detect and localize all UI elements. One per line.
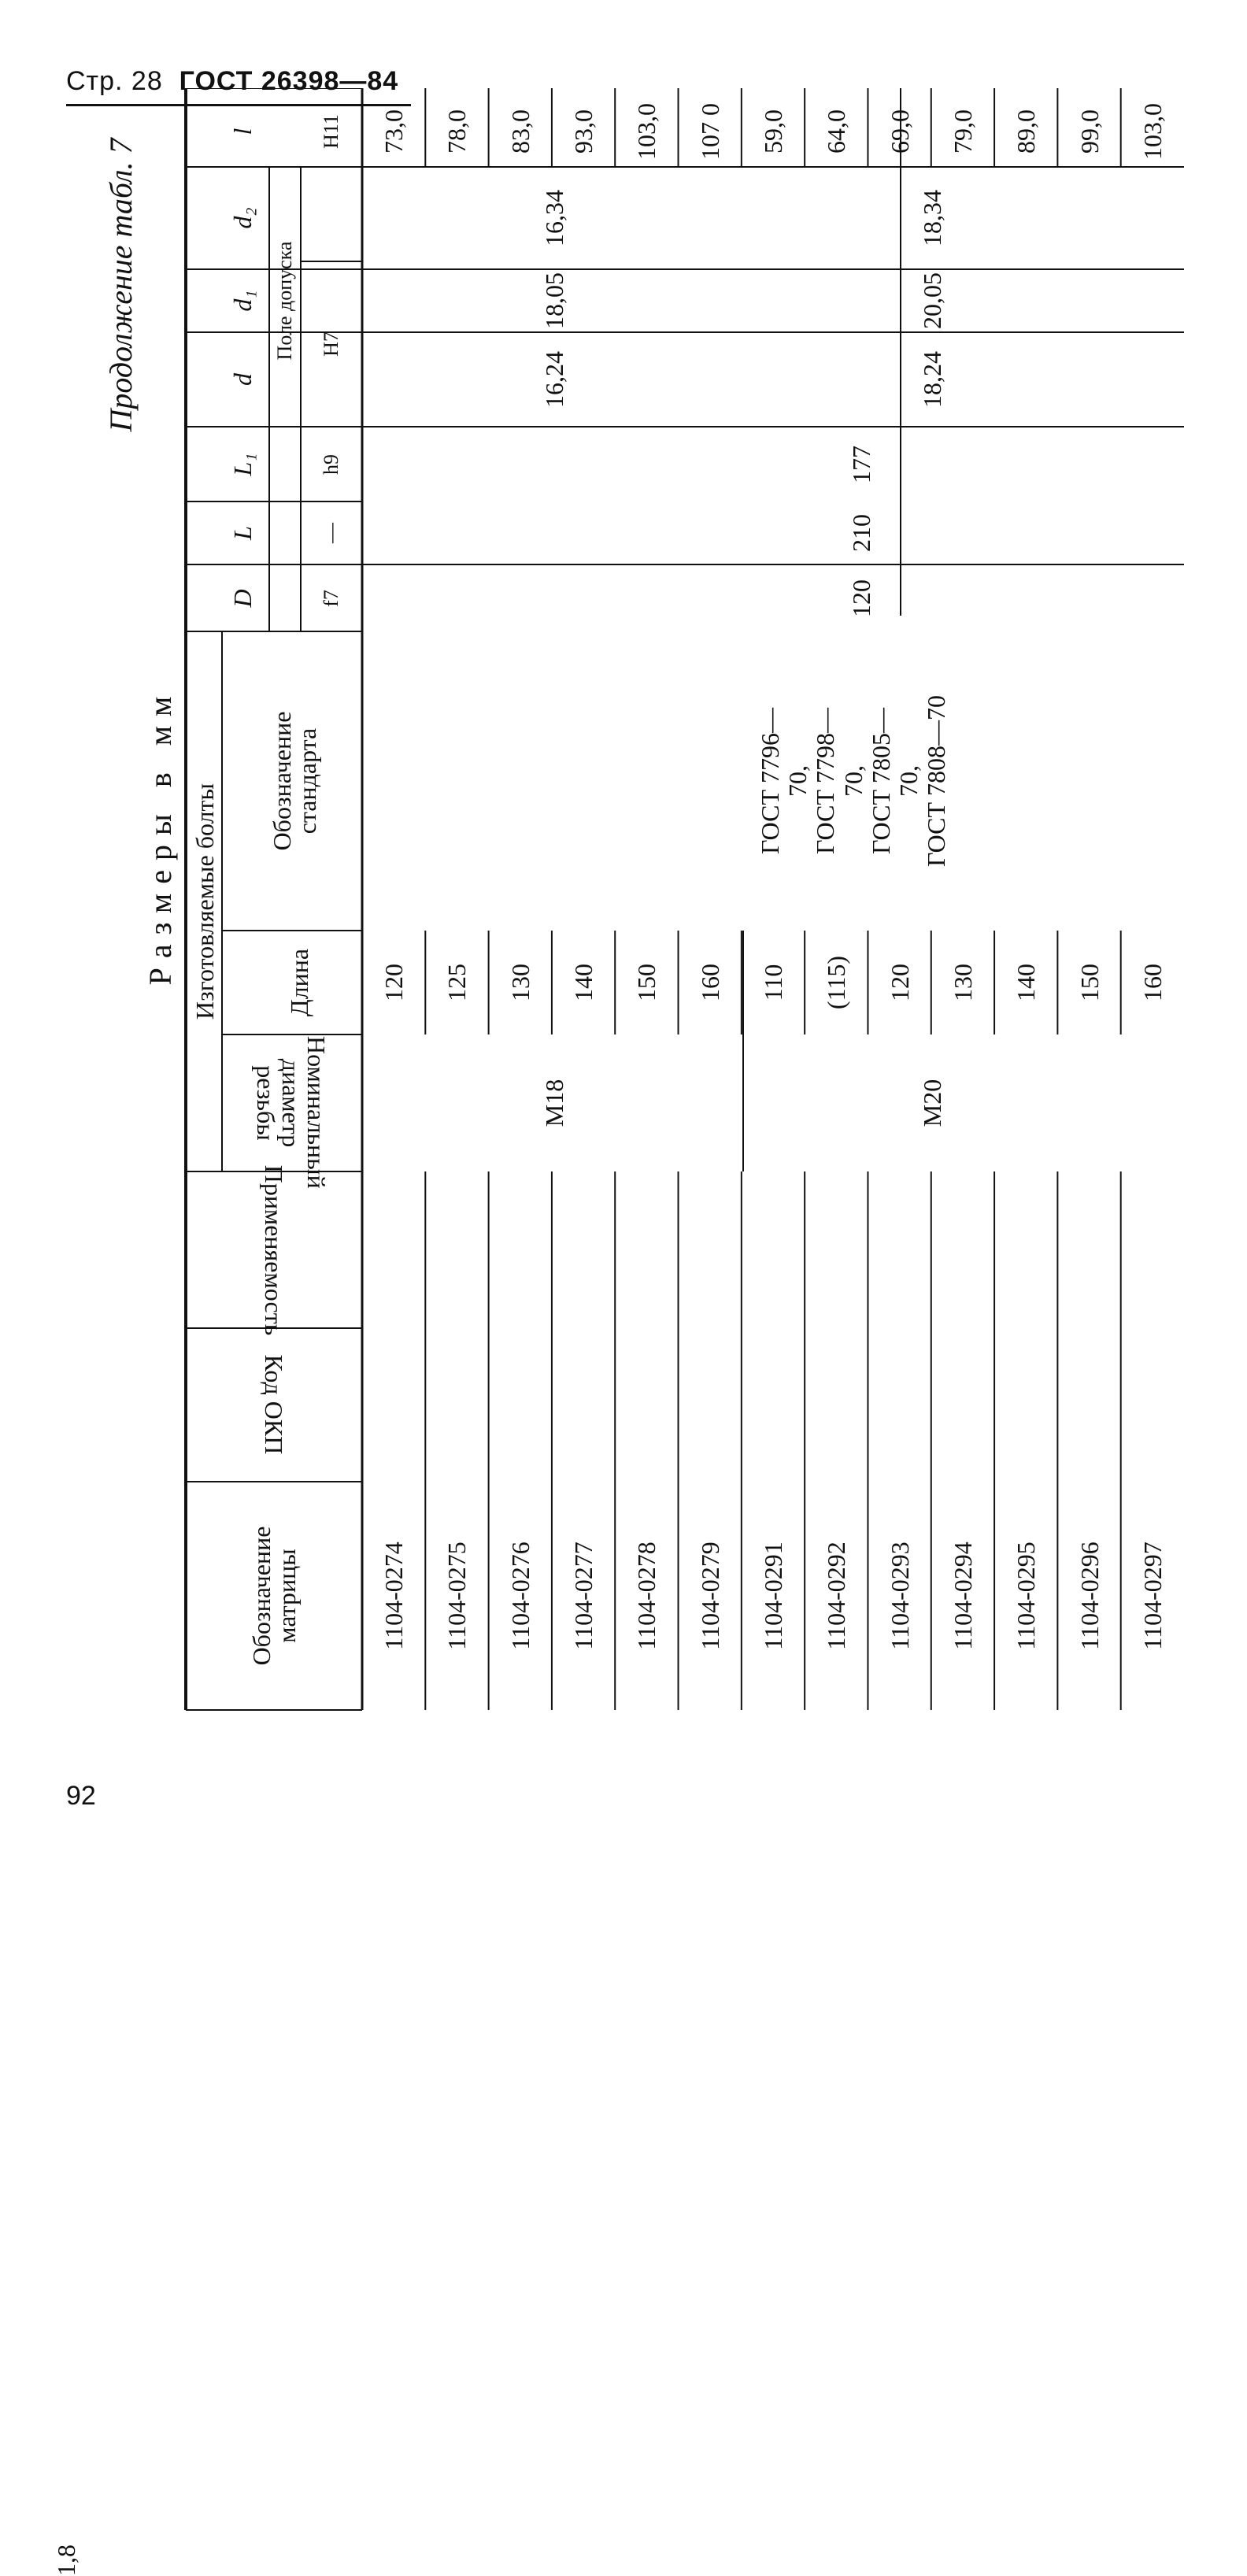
col-L: L [228, 526, 257, 540]
matrix-code: 1104-0274 [379, 1542, 409, 1650]
matrix-code: 1104-0279 [695, 1542, 724, 1650]
bolt-length: (115) [822, 955, 851, 1010]
tol-l: H11 [320, 114, 342, 149]
d-m20: 18,24 [918, 351, 946, 408]
standard-line: ГОСТ 7805—70, [866, 707, 923, 855]
matrix-code: 1104-0297 [1138, 1542, 1167, 1650]
l-value: 79,0 [948, 109, 977, 154]
tol-L: — [320, 523, 342, 543]
l-value: 59,0 [759, 109, 787, 154]
l-value: 83,0 [505, 109, 535, 154]
matrix-code: 1104-0296 [1075, 1542, 1104, 1650]
col-D: D [228, 589, 257, 608]
bolt-length: 120 [885, 964, 914, 1001]
l-value: 103,0 [1138, 103, 1167, 160]
bolt-length: 150 [1075, 964, 1104, 1001]
col-matrix: Обозначение матрицы [247, 1526, 301, 1666]
bolt-length: 120 [379, 964, 409, 1001]
matrix-code: 1104-0276 [505, 1542, 535, 1650]
header-standard: ГОСТ 26398—84 [179, 66, 399, 96]
col-bolts-group: Изготовляемые болты [191, 783, 219, 1020]
col-standard: Обозначение стандарта [268, 711, 321, 851]
standard-line: ГОСТ 7798—70, [811, 707, 868, 855]
page-number: 92 [66, 1781, 96, 1811]
col-d: d [228, 373, 257, 386]
d2-m18: 16,34 [540, 190, 568, 246]
l-value: 89,0 [1012, 109, 1041, 154]
d-m18: 16,24 [540, 351, 568, 408]
table-grid [66, 88, 1184, 1781]
matrix-code: 1104-0293 [885, 1542, 914, 1650]
l-value: 78,0 [442, 109, 472, 154]
l-value: 73,0 [379, 109, 409, 154]
tol-D: f7 [320, 590, 342, 607]
d2-m20: 18,34 [918, 190, 946, 246]
thread-m20: M20 [918, 1079, 946, 1127]
matrix-code: 1104-0292 [822, 1542, 851, 1650]
bolt-length: 110 [759, 964, 787, 1001]
col-d1: d₁ [228, 290, 257, 312]
tol-d-group: H7 [320, 331, 342, 357]
d1-m20: 20,05 [918, 272, 946, 329]
col-okp: Код ОКП [260, 1354, 288, 1455]
col-length: Длина [285, 948, 313, 1017]
standard-line: ГОСТ 7796—70, [755, 707, 812, 855]
common-L1: 177 [847, 446, 875, 483]
bolt-length: 140 [569, 964, 598, 1001]
bolt-length: 125 [442, 964, 472, 1001]
bolt-length: 140 [1012, 964, 1041, 1001]
bolt-length: 160 [695, 964, 724, 1001]
l-value: 69,0 [885, 109, 914, 154]
col-applicability: Применяемость [260, 1164, 288, 1336]
bolt-length: 130 [505, 964, 535, 1001]
h-m18: 1,8 [52, 2545, 80, 2576]
col-d2: d₂ [228, 207, 257, 229]
col-l: l [228, 128, 257, 135]
matrix-code: 1104-0278 [632, 1542, 661, 1650]
l-value: 99,0 [1075, 109, 1104, 154]
tol-L1: h9 [320, 454, 342, 475]
bolt-length: 160 [1138, 964, 1167, 1001]
col-thread: Номинальный диаметр резьбы [252, 1036, 331, 1189]
bolt-length: 150 [632, 964, 661, 1001]
standard-line: ГОСТ 7808—70 [921, 694, 950, 868]
matrix-code: 1104-0291 [759, 1542, 787, 1650]
matrix-code: 1104-0277 [569, 1542, 598, 1650]
tolerance-label: Поле допуска [273, 241, 296, 361]
table-caption: Продолжение табл. 7 [103, 138, 139, 432]
matrix-code: 1104-0295 [1012, 1542, 1041, 1650]
rotated-table-page [52, 88, 1184, 2576]
common-D: 120 [847, 579, 875, 617]
header-prefix: Стр. 28 [66, 66, 163, 96]
thread-m18: M18 [540, 1079, 568, 1127]
l-value: 107 0 [695, 103, 724, 160]
matrix-code: 1104-0294 [948, 1542, 977, 1650]
l-value: 93,0 [569, 109, 598, 154]
table-title: Размеры в мм [142, 687, 178, 986]
matrix-code: 1104-0275 [442, 1542, 472, 1650]
common-L: 210 [847, 514, 875, 552]
standards-list [757, 694, 950, 868]
l-value: 64,0 [822, 109, 851, 154]
bolt-length: 130 [948, 964, 977, 1001]
d1-m18: 18,05 [540, 272, 568, 329]
col-L1: L₁ [228, 453, 257, 476]
l-value: 103,0 [632, 103, 661, 160]
